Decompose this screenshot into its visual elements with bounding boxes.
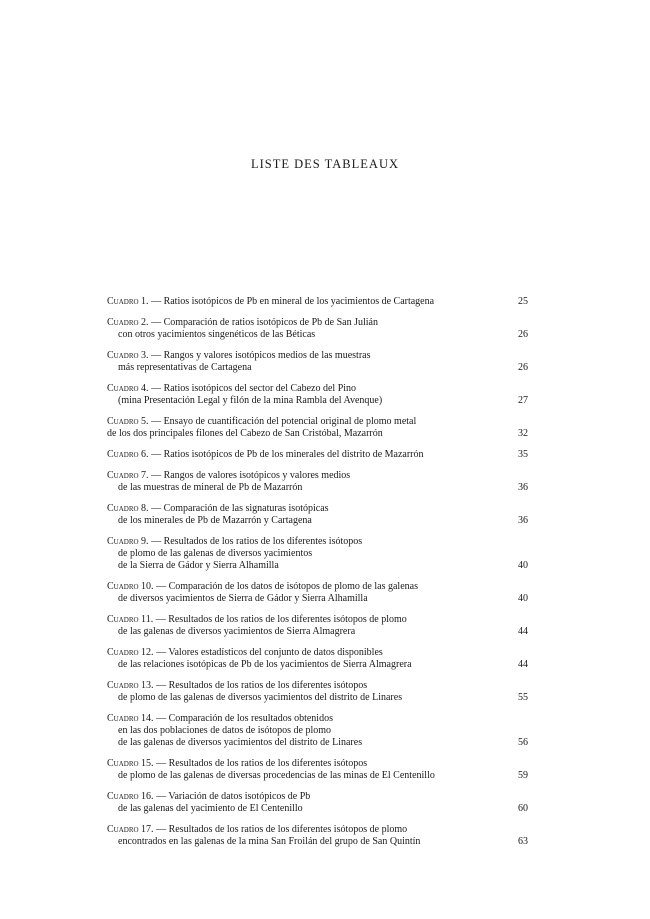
entry-text: — Comparación de las signaturas isotópicas [151,503,329,514]
entry-text: — Resultados de los ratios de los diferentes isótopos de plomo [156,824,408,835]
table-list-item [107,470,528,494]
entry-label: Cuadro 7. [107,470,149,481]
entry-label: Cuadro 4. [107,383,149,394]
entry-text: — Comparación de los resultados obtenidos [156,713,333,724]
entry-title-line [107,470,488,482]
entry-text: de las galenas del yacimiento de El Centenillo [118,803,303,814]
entry-title-line [107,536,488,548]
entry-text: de los minerales de Pb de Mazarrón y Cartagena [118,515,312,526]
entry-continuation-line [107,692,488,704]
entry-text: más representativas de Cartagena [118,362,252,373]
entry-title-line [107,416,488,428]
entry-label: Cuadro 6. [107,449,149,460]
table-list-item [107,647,528,671]
entry-text: — Ratios isotópicos de Pb en mineral de los yacimientos de Cartagena [151,296,435,307]
entry-continuation-line [107,626,488,638]
page-number: 56 [518,737,528,748]
table-list-item [107,758,528,782]
entry-text: en las dos poblaciones de datos de isótopos de plomo [118,725,332,736]
page-number: 44 [518,659,528,670]
entry-text: (mina Presentación Legal y filón de la mina Rambla del Avenque) [118,395,383,406]
entry-title-line [107,350,488,362]
entry-label: Cuadro 5. [107,416,149,427]
table-list-item [107,416,528,440]
table-list-item [107,350,528,374]
entry-continuation-line [107,329,488,341]
table-list-item [107,713,528,749]
table-list-item [107,614,528,638]
table-list-item [107,824,528,848]
entry-text: — Rangos y valores isotópicos medios de las muestras [151,350,371,361]
page-number: 26 [518,362,528,373]
entry-continuation-line [107,482,488,494]
entry-label: Cuadro 14. [107,713,154,724]
entry-text: — Resultados de los ratios de los diferentes isótopos [156,758,368,769]
page-title: LISTE DES TABLEAUX [250,157,399,171]
entry-title-line [107,647,488,659]
entry-text: de plomo de las galenas de diversos yacimientos [118,548,313,559]
entry-label: Cuadro 10. [107,581,154,592]
entry-text: de la Sierra de Gádor y Sierra Alhamilla [118,560,279,571]
table-list-item [107,317,528,341]
entry-title-line [107,614,488,626]
entry-label: Cuadro 2. [107,317,149,328]
entry-text: de las relaciones isotópicas de Pb de los yacimientos de Sierra Almagrera [118,659,412,670]
page-number: 32 [518,428,528,439]
entry-label: Cuadro 11. [107,614,154,625]
entry-continuation-line [107,362,488,374]
entry-continuation-line [107,593,488,605]
entry-text: — Ensayo de cuantificación del potencial original de plomo metal [151,416,417,427]
entry-text: con otros yacimientos singenéticos de las Béticas [118,329,316,340]
entry-label: Cuadro 1. [107,296,149,307]
page-number: 60 [518,803,528,814]
entry-continuation-line [107,659,488,671]
entry-title-line [107,383,488,395]
entry-text: — Ratios isotópicos de Pb de los minerales del distrito de Mazarrón [151,449,424,460]
entry-title-line [107,449,488,461]
page-number: 36 [518,515,528,526]
entry-text: de plomo de las galenas de diversos yacimientos del distrito de Linares [118,692,403,703]
entry-continuation-line [107,548,488,560]
page-number: 36 [518,482,528,493]
entry-label: Cuadro 12. [107,647,154,658]
page-number: 44 [518,626,528,637]
entry-text: de las galenas de diversos yacimientos de Sierra Almagrera [118,626,356,637]
table-list-item [107,791,528,815]
table-list-item [107,383,528,407]
entry-text: — Resultados de los ratios de los diferentes isótopos de plomo [155,614,407,625]
entry-text: — Resultados de los ratios de los diferentes isótopos [151,536,363,547]
page-number: 55 [518,692,528,703]
table-list-item [107,581,528,605]
entry-title-line [107,791,488,803]
table-list-item [107,296,528,308]
entry-text: — Comparación de los datos de isótopos de plomo de las galenas [156,581,418,592]
table-list [107,296,528,857]
entry-text: — Valores estadísticos del conjunto de datos disponibles [156,647,383,658]
table-list-item [107,503,528,527]
page-number: 25 [518,296,528,307]
entry-text: de las muestras de mineral de Pb de Mazarrón [118,482,303,493]
entry-label: Cuadro 16. [107,791,154,802]
entry-text: de diversos yacimientos de Sierra de Gádor y Sierra Alhamilla [118,593,368,604]
entry-text: de plomo de las galenas de diversas procedencias de las minas de El Centenillo [118,770,435,781]
table-list-item [107,680,528,704]
entry-label: Cuadro 8. [107,503,149,514]
entry-text: encontrados en las galenas de la mina San Froilán del grupo de San Quintín [118,836,421,847]
entry-title-line [107,758,488,770]
page-number: 59 [518,770,528,781]
entry-continuation-line [107,395,488,407]
entry-title-line [107,296,488,308]
entry-continuation-line [107,515,488,527]
entry-text: — Ratios isotópicos del sector del Cabezo del Pino [151,383,357,394]
entry-label: Cuadro 13. [107,680,154,691]
entry-title-line [107,581,488,593]
entry-continuation-line [107,836,488,848]
page-number: 26 [518,329,528,340]
entry-text: — Comparación de ratios isotópicos de Pb de San Julián [151,317,378,328]
entry-title-line [107,317,488,329]
entry-continuation-line [107,770,488,782]
entry-text: — Resultados de los ratios de los diferentes isótopos [156,680,368,691]
entry-continuation-line [107,725,488,737]
entry-text: de los dos principales filones del Cabezo de San Cristóbal, Mazarrón [107,428,383,439]
page-number: 63 [518,836,528,847]
page-number: 40 [518,560,528,571]
entry-continuation-line [107,560,488,572]
entry-continuation-line [107,803,488,815]
entry-continuation-line [107,428,488,440]
entry-continuation-line [107,737,488,749]
entry-label: Cuadro 17. [107,824,154,835]
entry-label: Cuadro 3. [107,350,149,361]
entry-label: Cuadro 15. [107,758,154,769]
entry-title-line [107,680,488,692]
entry-title-line [107,503,488,515]
entry-title-line [107,824,488,836]
page-number: 27 [518,395,528,406]
table-list-item [107,449,528,461]
entry-title-line [107,713,488,725]
table-list-item [107,536,528,572]
entry-label: Cuadro 9. [107,536,149,547]
entry-text: — Rangos de valores isotópicos y valores medios [151,470,351,481]
page-number: 40 [518,593,528,604]
entry-text: de las galenas de diversos yacimientos del distrito de Linares [118,737,363,748]
entry-text: — Variación de datos isotópicos de Pb [156,791,311,802]
page-number: 35 [518,449,528,460]
